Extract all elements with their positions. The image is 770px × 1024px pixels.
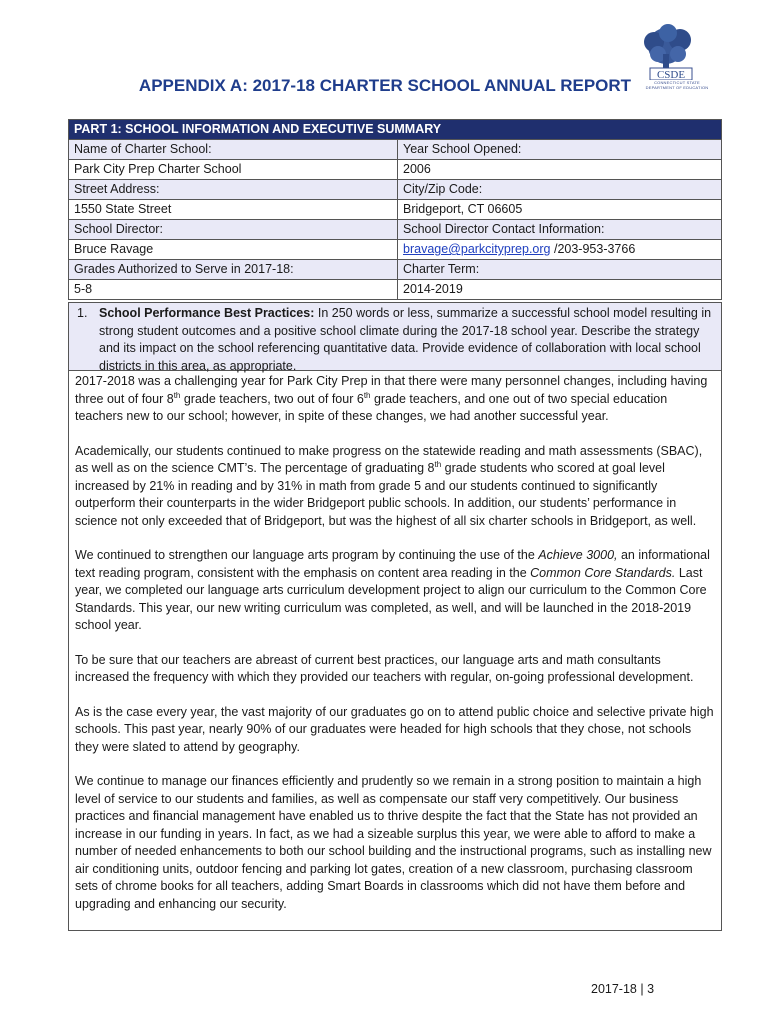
value-director-contact [398, 240, 722, 260]
answer-text: grade teachers, and one out of two special education teachers new to our school; however, in spite of these changes, we had another successful year. [75, 391, 668, 423]
table-row [69, 280, 722, 300]
ordinal-suffix: th [434, 459, 442, 469]
answer-text: an informational text reading program, consistent with the emphasis on content area reading in the [75, 548, 710, 580]
question-text [99, 305, 714, 375]
label-city-zip: City/Zip Code: [398, 180, 722, 200]
answer-text: We continued to strengthen our language arts program by continuing the use of the [75, 548, 539, 562]
answer-box [68, 369, 722, 931]
table-header-row [69, 120, 722, 140]
answer-text: 2017-2018 was a challenging year for Park City Prep in that there were many personnel changes, including having three out of four 8 [75, 374, 708, 406]
label-street-address: Street Address: [69, 180, 398, 200]
answer-text: grade students who scored at goal level increased by 21% in reading and by 31% in math from grade 5 and our students continued to significantly outperform their counterparts in the wider Bridgeport public schools. In addition, our students’ performance in science not only exceeded that of Bridgeport, but was the highest of all six charter schools in Bridgeport, as well. [75, 461, 697, 528]
page-title: APPENDIX A: 2017-18 CHARTER SCHOOL ANNUAL REPORT [138, 76, 632, 95]
table-row [69, 140, 722, 160]
tree-icon [628, 24, 708, 80]
program-name: Achieve 3000, [538, 548, 618, 562]
table-row [69, 160, 722, 180]
label-school-name: Name of Charter School: [69, 140, 398, 160]
director-email-link[interactable]: bravage@parkcityprep.org [403, 242, 551, 256]
ordinal-suffix: th [363, 390, 371, 400]
answer-paragraph-3 [75, 547, 715, 635]
label-director-contact: School Director Contact Information: [398, 220, 722, 240]
school-info-table [68, 119, 722, 300]
label-grades: Grades Authorized to Serve in 2017-18: [69, 260, 398, 280]
answer-text: Last year, we completed our language arts curriculum development project to align our curriculum to the Common Core Standards. This year, our new writing curriculum was completed, as well, and will be launched in the 2018-2019 school year. [75, 565, 707, 632]
value-school-director: Bruce Ravage [69, 240, 398, 260]
label-charter-term: Charter Term: [398, 260, 722, 280]
standards-name: Common Core Standards. [530, 565, 676, 580]
answer-paragraph-1 [75, 373, 715, 426]
answer-paragraph-2 [75, 443, 715, 531]
table-row [69, 260, 722, 280]
value-school-name: Park City Prep Charter School [69, 160, 398, 180]
question-title: School Performance Best Practices: [99, 306, 315, 320]
value-city-zip: Bridgeport, CT 06605 [398, 200, 722, 220]
value-grades: 5-8 [69, 280, 398, 300]
part1-heading: PART 1: SCHOOL INFORMATION AND EXECUTIVE SUMMARY [69, 120, 722, 140]
table-row [69, 200, 722, 220]
label-school-director: School Director: [69, 220, 398, 240]
table-row [69, 240, 722, 260]
question-box [68, 302, 722, 371]
label-year-opened: Year School Opened: [398, 140, 722, 160]
logo-caption: CONNECTICUT STATE DEPARTMENT OF EDUCATION [645, 80, 709, 90]
value-charter-term: 2014-2019 [398, 280, 722, 300]
answer-text: grade teachers, two out of four 6 [180, 391, 364, 406]
table-row [69, 180, 722, 200]
answer-paragraph-4: To be sure that our teachers are abreast of current best practices, our language arts and math consultants increased the frequency with which they provided our teachers with regular, on-going professional development. [75, 652, 694, 684]
question-prompt: In 250 words or less, summarize a successful school model resulting in strong student outcomes and a positive school climate during the 2017-18 school year. Describe the strategy and its impact on the school referencing quantitative data. Provide evidence of collaboration with local school districts in this area, as appropriate. [99, 306, 712, 373]
table-row [69, 220, 722, 240]
ordinal-suffix: th [173, 390, 181, 400]
value-year-opened: 2006 [398, 160, 722, 180]
answer-paragraph-5: As is the case every year, the vast majority of our graduates go on to attend public choice and selective private high schools. This past year, nearly 90% of our graduates were headed for high schools that they chose, not schools they were slated to attend by geography. [75, 704, 714, 754]
answer-paragraph-6: We continue to manage our finances efficiently and prudently so we remain in a strong position to maintain a high level of service to our students and families, as well as compensate our staff very competitively. Our business practices and financial management have enabled us to thrive despite the fact that the State has not provided an increase in our funding in years. In fact, as we had a sizeable surplus this year, we were able to afford to make a number of needed enhancements to both our school building and the instructional programs, such as installing new air conditioning units, outdoor fencing and parking lot gates, creation of a new classroom, purchasing classroom sets of chrome books for all teachers, adding Smart Boards in classrooms which did not have them before and upgrading and enhancing our security. [75, 774, 712, 911]
answer-text: Academically, our students continued to make progress on the statewide reading and math assessments (SBAC), as well as on the science CMT’s. The percentage of graduating 8 [75, 443, 703, 475]
page-footer: 2017-18 | 3 [591, 982, 655, 996]
question-number: 1. [77, 306, 88, 320]
director-phone: /203-953-3766 [550, 242, 636, 256]
logo-text: CSDE [656, 69, 686, 80]
value-street-address: 1550 State Street [69, 200, 398, 220]
